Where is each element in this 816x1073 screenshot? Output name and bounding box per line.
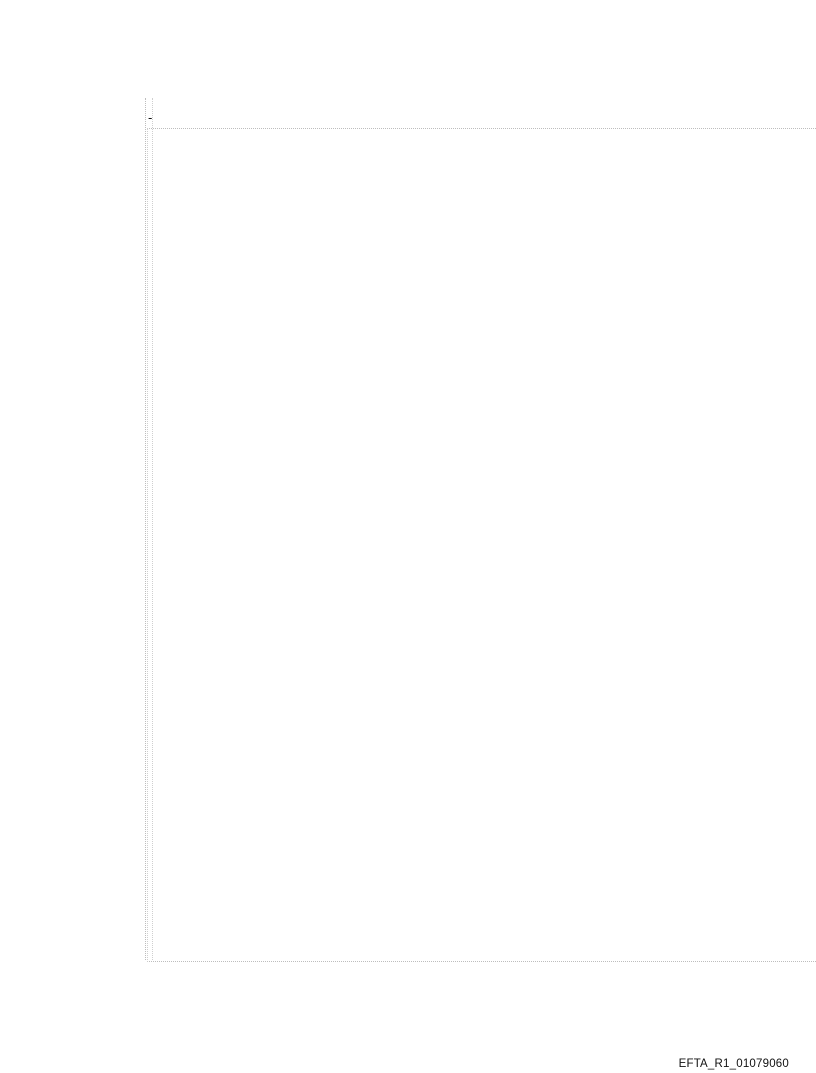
page-marker: - (148, 110, 153, 125)
document-id: EFTA_R1_01079060 (678, 1058, 789, 1070)
document-frame (147, 128, 816, 962)
